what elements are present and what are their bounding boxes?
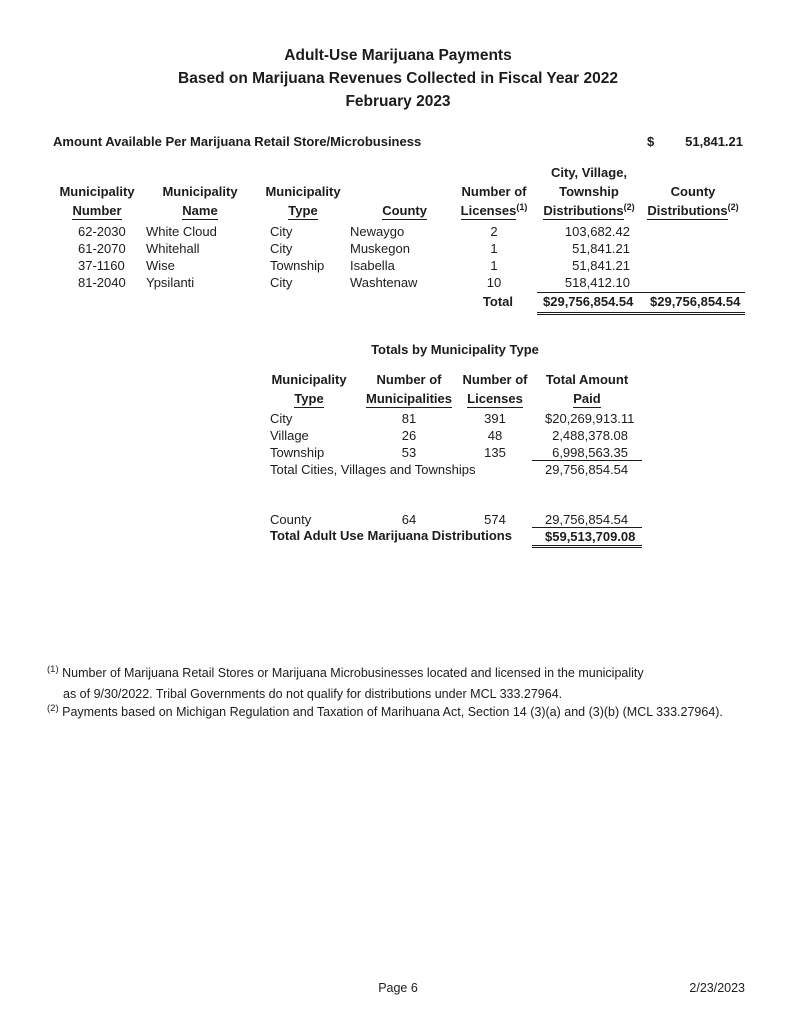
table-row: [53, 274, 745, 291]
subtotal-value: 29,756,854.54: [545, 462, 629, 477]
licenses-cell: 48: [487, 428, 503, 443]
licenses-cell: 1: [490, 241, 498, 256]
municipality-name-cell: Ypsilanti: [146, 275, 195, 290]
type-cell: Village: [270, 428, 309, 443]
footnote-ref-2: (2): [623, 202, 635, 212]
footnotes: [47, 664, 771, 724]
table-row: [53, 240, 745, 257]
type-cell: Township: [270, 445, 325, 460]
paid-value: 6,998,563.35: [552, 445, 628, 460]
footnote-1-line-1: $^{(1)}$ Number of Marijuana Retail Stores or Marijuana Microbusinesses located and licensed in the municipality: [47, 664, 644, 680]
county-row: [268, 511, 642, 528]
county-distribution-cell: [641, 240, 745, 257]
footer-date: 2/23/2023: [689, 981, 745, 995]
cvt-total-cell: [537, 294, 641, 310]
licenses-cell: 574: [484, 512, 506, 527]
municipalities-cell: 64: [401, 512, 417, 527]
paid-cell: [532, 511, 642, 528]
municipality-type-cell: City: [270, 224, 293, 239]
type-cell: City: [270, 411, 293, 426]
municipality-name-cell: White Cloud: [146, 224, 217, 239]
municipality-number-cell: 61-2070: [78, 241, 126, 256]
totals-table-body: [268, 410, 642, 548]
column-header-municipality-type: Municipality Type: [271, 372, 347, 406]
municipalities-cell: 81: [401, 411, 417, 426]
column-header-cvt-distributions: City, Village, Township Distributions$^{(2)}$: [543, 165, 635, 218]
paid-cell: [532, 444, 642, 461]
grand-total-value: 59,513,709.08: [552, 529, 636, 544]
footnote-ref-2: (2): [727, 202, 739, 212]
total-label: Total: [482, 294, 513, 309]
column-header-county-distributions: County Distributions$^{(2)}$: [647, 184, 739, 218]
county-cell: Washtenaw: [350, 275, 418, 290]
type-cell: County: [270, 512, 312, 527]
subtotal-label: Total Cities, Villages and Townships: [270, 462, 476, 477]
municipality-type-cell: Township: [270, 258, 325, 273]
paid-value: 2,488,378.08: [552, 428, 628, 443]
licenses-cell: 2: [490, 224, 498, 239]
municipality-name-cell: Wise: [146, 258, 175, 273]
municipality-number-cell: 62-2030: [78, 224, 126, 239]
title-line-3: February 2023: [345, 93, 451, 110]
footnote-1-line-2: as of 9/30/2022. Tribal Governments do not qualify for distributions under MCL 333.27964.: [63, 686, 563, 701]
footnote-ref-1: (1): [516, 202, 528, 212]
currency-symbol: $: [650, 294, 658, 309]
column-header-number-of-licenses: Number of Licenses: [462, 372, 528, 406]
county-cell: Muskegon: [350, 241, 410, 256]
totals-section-title: Totals by Municipality Type: [371, 342, 539, 357]
licenses-cell: 391: [484, 411, 506, 426]
cvt-distribution-cell: 103,682.42: [564, 224, 630, 239]
licenses-cell: 135: [484, 445, 506, 460]
amount-available-currency: $: [647, 134, 655, 149]
municipalities-cell: 26: [401, 428, 417, 443]
distributions-table-body: [53, 223, 745, 291]
footnote-2: $^{(2)}$ Payments based on Michigan Regulation and Taxation of Marihuana Act, Section 14 (3)(a) and (3)(b) (MCL 333.27964).: [47, 703, 723, 719]
column-header-number-of-licenses: Number of Licenses$^{(1)}$: [460, 184, 528, 218]
page-number: Page 6: [378, 981, 418, 995]
subtotal-row: [268, 461, 642, 478]
column-header-municipality-name: Municipality Name: [162, 184, 238, 218]
grand-total-row: [268, 528, 642, 548]
county-distribution-cell: [641, 257, 745, 274]
paid-cell: [532, 410, 642, 427]
table-row: [268, 410, 642, 427]
municipality-name-cell: Whitehall: [146, 241, 200, 256]
county-cell: Newaygo: [350, 224, 405, 239]
totals-by-type-table: [268, 342, 642, 548]
cvt-distribution-cell: 51,841.21: [572, 241, 630, 256]
grand-total-label: Total Adult Use Marijuana Distributions: [270, 528, 512, 543]
total-row: [53, 292, 745, 315]
table-gap: [268, 478, 642, 511]
total-amounts: [537, 292, 745, 315]
currency-symbol: $: [543, 294, 551, 309]
municipality-type-cell: City: [270, 275, 293, 290]
footnote-marker: (1): [47, 664, 59, 675]
totals-table-header: [268, 370, 642, 408]
column-header-municipality-number: Municipality Number: [59, 184, 135, 218]
table-row: [268, 427, 642, 444]
table-row: [268, 444, 642, 461]
cvt-distribution-cell: 51,841.21: [572, 258, 630, 273]
column-header-number-of-municipalities: Number of Municipalities: [366, 372, 452, 406]
footnote-marker: (2): [47, 703, 59, 714]
licenses-cell: 1: [490, 258, 498, 273]
county-cell: Isabella: [350, 258, 395, 273]
paid-value: 20,269,913.11: [552, 411, 635, 426]
table-row: [53, 257, 745, 274]
municipality-number-cell: 81-2040: [78, 275, 126, 290]
county-total-value: 29,756,854.54: [657, 294, 741, 309]
municipalities-cell: 53: [401, 445, 417, 460]
county-paid-value: 29,756,854.54: [545, 512, 629, 527]
municipality-number-cell: 37-1160: [78, 258, 125, 273]
paid-cell: [532, 461, 642, 478]
column-header-total-amount-paid: Total Amount Paid: [545, 372, 629, 406]
distributions-table-header: [53, 163, 745, 220]
distributions-table: [53, 163, 745, 315]
column-header-county: County: [382, 203, 427, 218]
column-header-municipality-type: Municipality Type: [265, 184, 341, 218]
county-distribution-cell: [641, 274, 745, 291]
county-total-cell: [641, 294, 745, 310]
county-distribution-cell: [641, 223, 745, 240]
document-title: [0, 44, 796, 113]
title-line-1: Adult-Use Marijuana Payments: [284, 47, 512, 64]
title-line-2: Based on Marijuana Revenues Collected in Fiscal Year 2022: [178, 70, 618, 87]
cvt-distribution-cell: 518,412.10: [564, 275, 630, 290]
paid-cell: [532, 427, 642, 444]
municipality-type-cell: City: [270, 241, 293, 256]
cvt-total-value: 29,756,854.54: [550, 294, 634, 309]
table-row: [53, 223, 745, 240]
amount-available-value: 51,841.21: [685, 134, 743, 149]
currency-symbol: $: [545, 529, 553, 544]
amount-available-label: Amount Available Per Marijuana Retail Store/Microbusiness: [53, 134, 422, 149]
currency-symbol: $: [545, 411, 553, 426]
amount-available-row: [53, 133, 745, 150]
grand-total-cell: [532, 528, 642, 548]
licenses-cell: 10: [486, 275, 502, 290]
